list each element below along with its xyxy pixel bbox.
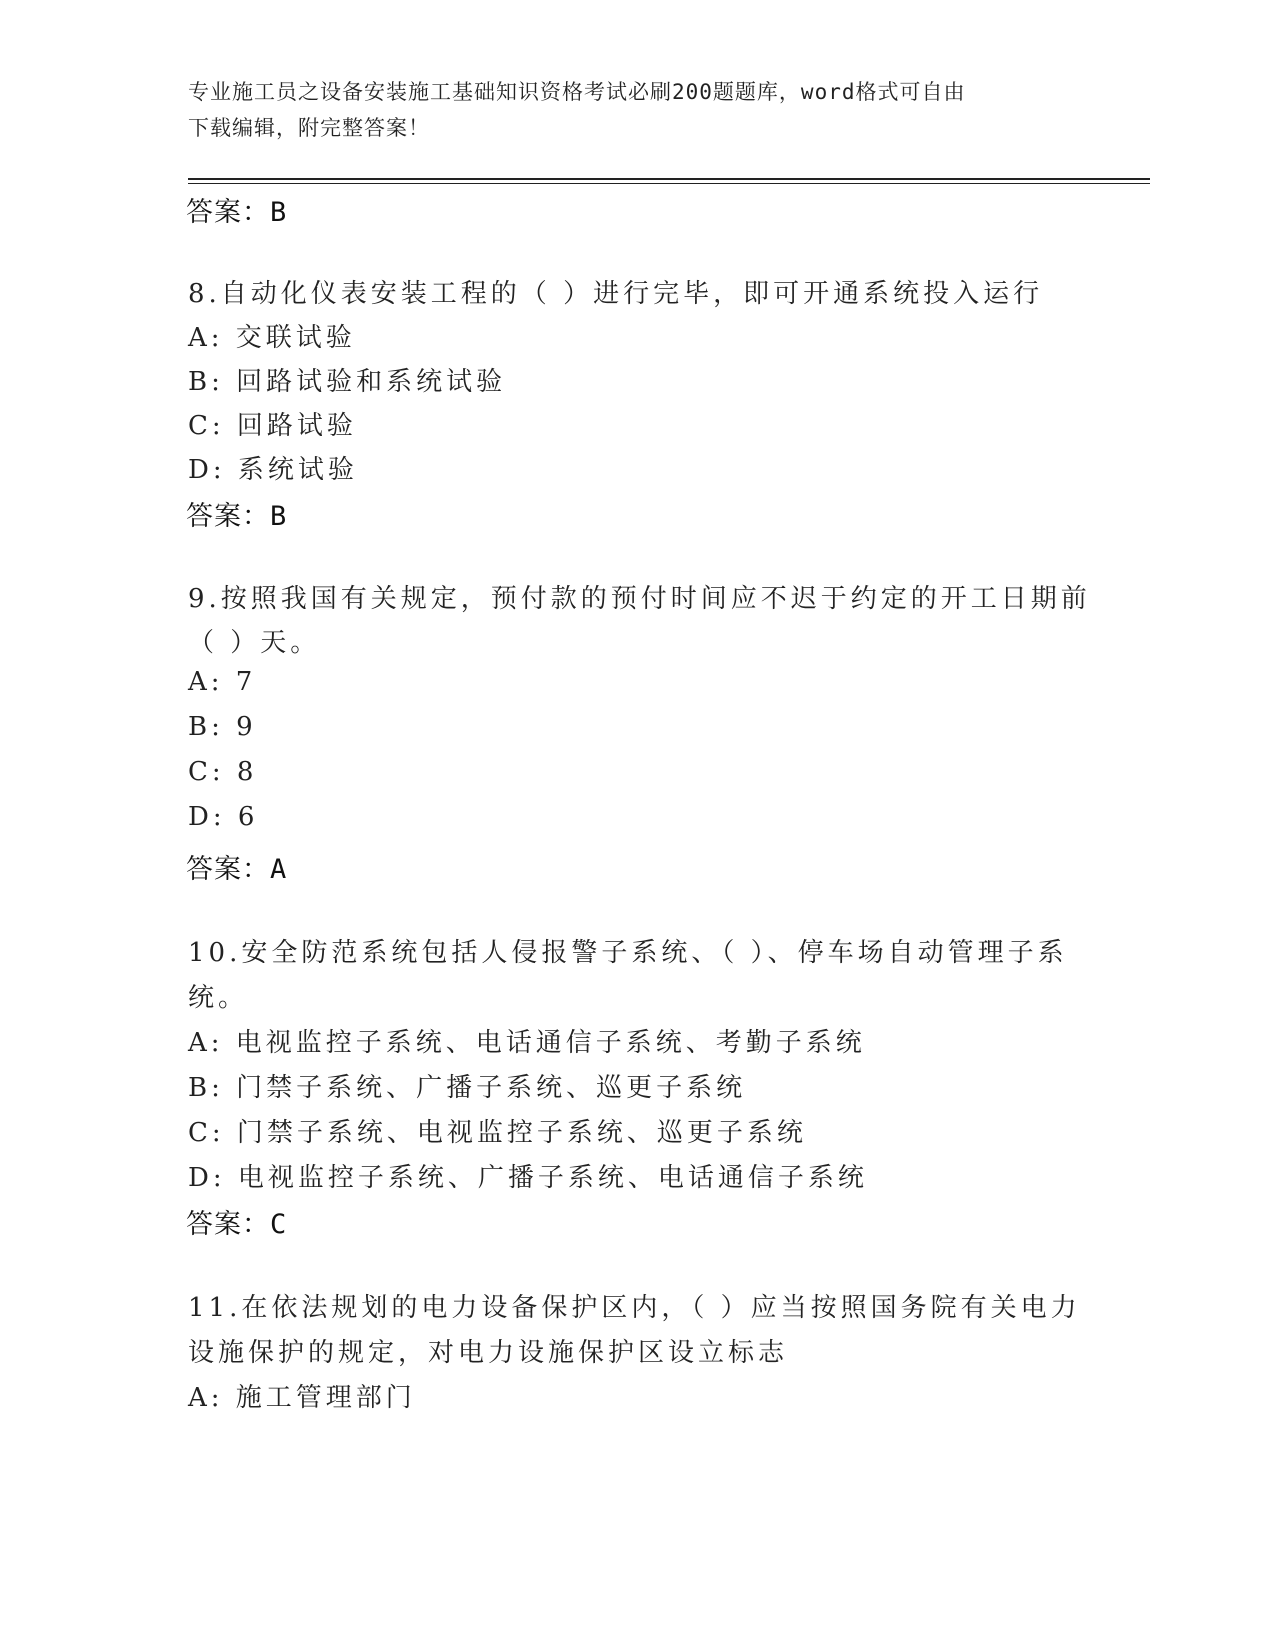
- question-10-stem-line-2: 统。: [188, 983, 249, 1013]
- answer-q10: 答案：C: [186, 1209, 288, 1240]
- question-10-option-a: A: 电视监控子系统、电话通信子系统、考勤子系统: [188, 1028, 866, 1058]
- question-9-stem-line-1: 9.按照我国有关规定，预付款的预付时间应不迟于约定的开工日期前: [188, 584, 1091, 614]
- question-8-option-c: C: 回路试验: [188, 411, 357, 441]
- question-11-stem-line-2: 设施保护的规定，对电力设施保护区设立标志: [188, 1338, 789, 1368]
- question-9-option-c: C: 8: [188, 757, 258, 787]
- question-8-option-b: B: 回路试验和系统试验: [188, 367, 507, 397]
- answer-q9: 答案：A: [186, 854, 288, 885]
- question-10-stem-line-1: 10.安全防范系统包括人侵报警子系统、（ ）、停车场自动管理子系: [188, 938, 1068, 968]
- question-9-option-d: D: 6: [188, 802, 259, 832]
- header-divider-thick: [188, 178, 1150, 180]
- question-9-option-a: A: 7: [188, 667, 257, 697]
- question-10-option-d: D: 电视监控子系统、广播子系统、电话通信子系统: [188, 1163, 868, 1193]
- question-8-option-a: A: 交联试验: [188, 323, 356, 353]
- answer-q7: 答案：B: [186, 197, 288, 228]
- document-header: [188, 74, 1068, 146]
- answer-q8: 答案：B: [186, 501, 288, 532]
- question-11-option-a: A: 施工管理部门: [188, 1383, 416, 1413]
- question-10-option-c: C: 门禁子系统、电视监控子系统、巡更子系统: [188, 1118, 807, 1148]
- header-line-1: 专业施工员之设备安装施工基础知识资格考试必刷200题题库，word格式可自由: [188, 80, 966, 104]
- header-line-2: 下载编辑，附完整答案！: [188, 116, 430, 140]
- question-10-option-b: B: 门禁子系统、广播子系统、巡更子系统: [188, 1073, 747, 1103]
- question-8-stem: 8.自动化仪表安装工程的（ ）进行完毕，即可开通系统投入运行: [188, 279, 1044, 309]
- question-8-option-d: D: 系统试验: [188, 455, 358, 485]
- header-divider-thin: [188, 183, 1150, 184]
- question-9-stem-line-2: （ ）天。: [188, 628, 321, 658]
- question-9-option-b: B: 9: [188, 712, 257, 742]
- question-11-stem-line-1: 11.在依法规划的电力设备保护区内，（ ）应当按照国务院有关电力: [188, 1293, 1081, 1323]
